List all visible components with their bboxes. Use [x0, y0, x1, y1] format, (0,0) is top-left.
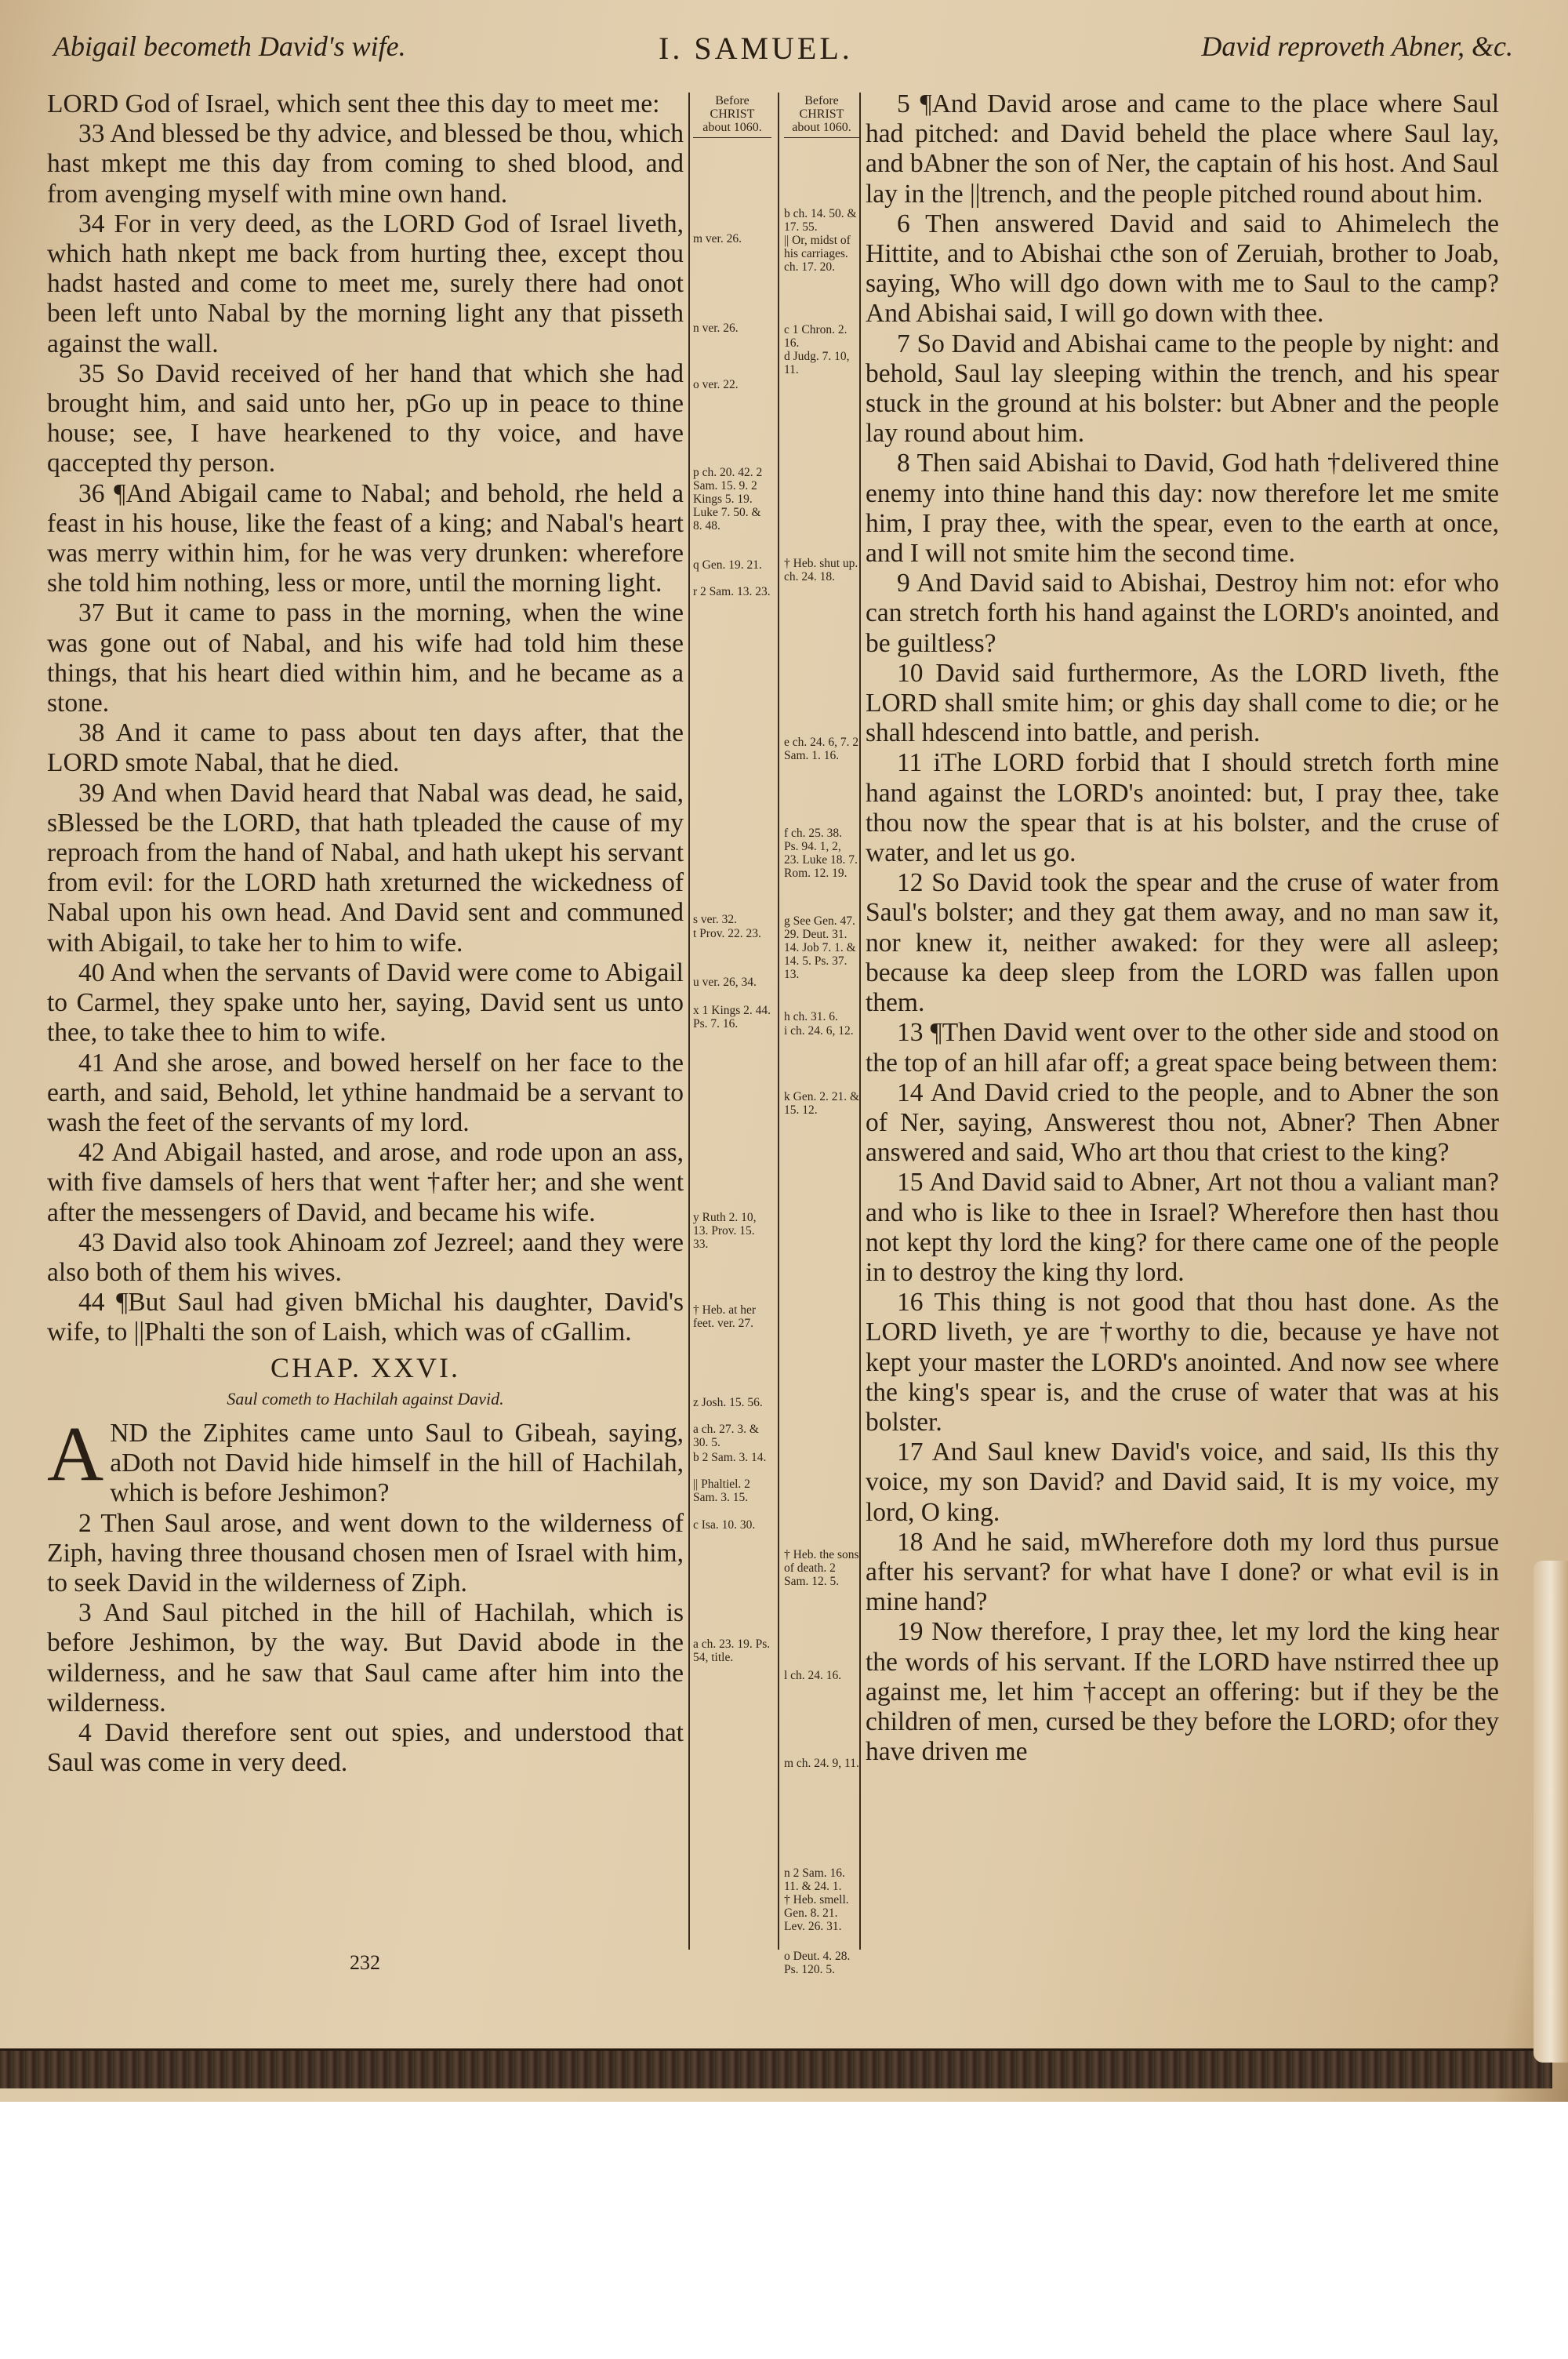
margin-reference: s ver. 32.	[693, 913, 737, 926]
verse: 16 This thing is not good that thou hast done. As the LORD liveth, ye are †worthy to die, because ye have not kept your master the LORD's anointed. And now see where the king's spear is, and the cruse of water that was at his bolster.	[866, 1288, 1499, 1437]
verse: 9 And David said to Abishai, Destroy him not: efor who can stretch forth his hand against the LORD's anointed, and be guiltless?	[866, 569, 1499, 658]
margin-reference: m ch. 24. 9, 11.	[784, 1757, 859, 1770]
verse: 41 And she arose, and bowed herself on her face to the earth, and said, Behold, let ythine handmaid be a servant to wash the feet of the servants of my lord.	[47, 1048, 684, 1137]
margin-reference: m ver. 26.	[693, 232, 742, 245]
margin-reference: † Heb. at her feet. ver. 27.	[693, 1303, 757, 1330]
verse: 44 ¶But Saul had given bMichal his daughter, David's wife, to ||Phalti the son of Laish, which was of cGallim.	[47, 1288, 684, 1347]
verse: 33 And blessed be thy advice, and blessed be thou, which hast mkept me this day from coming to shed blood, and from avenging myself with mine own hand.	[47, 119, 684, 209]
margin-reference: a ch. 23. 19. Ps. 54, title.	[693, 1637, 771, 1664]
verse: LORD God of Israel, which sent thee this day to meet me:	[47, 89, 660, 118]
margin-reference: u ver. 26, 34.	[693, 976, 757, 989]
header-book-title: I. SAMUEL.	[659, 31, 853, 66]
verse: 34 For in very deed, as the LORD God of Israel liveth, which hath nkept me back from hurting thee, except thou hadst hasted and come to meet me, surely there had onot been left unto Nabal by the morning light any that pisseth against the wall.	[47, 209, 684, 358]
verse: 2 Then Saul arose, and went down to the wilderness of Ziph, having three thousand chosen men of Israel with him, to seek David in the wilderness of Ziph.	[47, 1508, 684, 1598]
verse: 18 And he said, mWherefore doth my lord thus pursue after his servant? for what have I done? or what evil is in mine hand?	[866, 1527, 1499, 1617]
margin-reference: e ch. 24. 6, 7. 2 Sam. 1. 16.	[784, 736, 859, 762]
margin-reference: g See Gen. 47. 29. Deut. 31. 14. Job 7. 1. & 14. 5. Ps. 37. 13.	[784, 914, 856, 981]
verse: 37 But it came to pass in the morning, when the wine was gone out of Nabal, and his wife had told him these things, that his heart died within him, and he became as a stone.	[47, 598, 684, 718]
column-rule	[859, 93, 861, 1950]
verse: 3 And Saul pitched in the hill of Hachilah, which is before Jeshimon, by the way. But David abode in the wilderness, and he saw that Saul came after him into the wilderness.	[47, 1598, 684, 1717]
margin-reference: c Isa. 10. 30.	[693, 1518, 756, 1532]
margin-notes-right	[784, 144, 860, 1976]
margin-reference: o ver. 22.	[693, 378, 739, 391]
margin-reference: f ch. 25. 38. Ps. 94. 1, 2, 23. Luke 18. 7. Rom. 12. 19.	[784, 827, 858, 880]
verse: 38 And it came to pass about ten days after, that the LORD smote Nabal, that he died.	[47, 718, 684, 778]
margin-references-left	[693, 94, 771, 1948]
column-rule	[688, 93, 690, 1950]
margin-date-header: Before CHRIST about 1060.	[693, 94, 771, 138]
verse: 43 David also took Ahinoam zof Jezreel; aand they were also both of them his wives.	[47, 1227, 684, 1287]
verse: 35 So David received of her hand that which she had brought him, and said unto her, pGo up in peace to thine house; see, I have hearkened to thy voice, and have qaccepted thy person.	[47, 358, 684, 478]
margin-references-right	[784, 94, 860, 1976]
verse: 10 David said furthermore, As the LORD liveth, fthe LORD shall smite him; or ghis day shall come to die; or he shall hdescend into battle, and perish.	[866, 658, 1499, 748]
verse: 15 And David said to Abner, Art not thou a valiant man? and who is like to thee in Israel? Wherefore then hast thou not kept thy lord the king? for there came one of the people in to destroy the king thy lord.	[866, 1168, 1499, 1287]
right-text-column	[866, 89, 1499, 1767]
margin-reference: r 2 Sam. 13. 23.	[693, 585, 771, 598]
margin-reference: y Ruth 2. 10, 13. Prov. 15. 33.	[693, 1211, 757, 1251]
verse: 36 ¶And Abigail came to Nabal; and behold, rhe held a feast in his house, like the feast of a king; and Nabal's heart was merry within him, for he was very drunken: wherefore she told him nothing, less or more, until the morning light.	[47, 478, 684, 598]
book-page-edges	[0, 2048, 1552, 2088]
margin-reference: † Heb. the sons of death. 2 Sam. 12. 5.	[784, 1548, 859, 1588]
verse: 8 Then said Abishai to David, God hath †delivered thine enemy into thine hand this day: now therefore let me smite him, I pray thee, with the spear, even to the earth at once, and I will not smite him the second time.	[866, 449, 1499, 569]
verse: 13 ¶Then David went over to the other side and stood on the top of an hill afar off; a great space being between them:	[866, 1018, 1499, 1078]
margin-reference: t Prov. 22. 23.	[693, 927, 761, 940]
margin-reference: b ch. 14. 50. & 17. 55.	[784, 207, 857, 234]
chapter-opening-text: ND the Ziphites came unto Saul to Gibeah, saying, aDoth not David hide himself in the hill of Hachilah, which is before Jeshimon?	[110, 1418, 684, 1508]
chapter-opening-verse	[47, 1409, 684, 1509]
drop-cap: A	[47, 1409, 104, 1497]
header-left-title: Abigail becometh David's wife.	[53, 31, 406, 62]
margin-reference: i ch. 24. 6, 12.	[784, 1024, 854, 1038]
margin-notes-left	[693, 144, 771, 1948]
margin-reference: l ch. 24. 16.	[784, 1669, 842, 1682]
verse: 40 And when the servants of David were come to Abigail to Carmel, they spake unto her, saying, David sent us unto thee, to take thee to him to wife.	[47, 958, 684, 1048]
verse: 17 And Saul knew David's voice, and said, lIs this thy voice, my son David? and David said, It is my voice, my lord, O king.	[866, 1438, 1499, 1527]
margin-reference: † Heb. shut up. ch. 24. 18.	[784, 557, 858, 583]
margin-reference: c 1 Chron. 2. 16.	[784, 323, 848, 350]
margin-reference: k Gen. 2. 21. & 15. 12.	[784, 1090, 860, 1117]
verse: 11 iThe LORD forbid that I should stretch forth mine hand against the LORD's anointed: but, I pray thee, take thou now the spear that is at his bolster, and the cruse of water, and let us go.	[866, 748, 1499, 868]
verse: 19 Now therefore, I pray thee, let my lord the king hear the words of his servant. If the LORD have nstirred thee up against me, let him †accept an offering: but if they be the children of men, cursed be they before the LORD; ofor they have driven me	[866, 1617, 1499, 1767]
margin-reference: p ch. 20. 42. 2 Sam. 15. 9. 2 Kings 5. 19. Luke 7. 50. & 8. 48.	[693, 466, 763, 533]
page-curl	[1534, 1561, 1568, 2063]
column-rule	[778, 93, 779, 1950]
verse: 39 And when David heard that Nabal was dead, he said, sBlessed be the LORD, that hath tpleaded the cause of my reproach from the hand of Nabal, and hath ukept his servant from evil: for the LORD hath xreturned the wickedness of Nabal upon his own head. And David sent and communed with Abigail, to take her to him to wife.	[47, 778, 684, 958]
verse: 6 Then answered David and said to Ahimelech the Hittite, and to Abishai cthe son of Zeruiah, brother to Joab, saying, Who will dgo down with me to Saul to the camp? And Abishai said, I will go down with thee.	[866, 209, 1499, 329]
verse: 7 So David and Abishai came to the people by night: and behold, Saul lay sleeping within the trench, and his spear stuck in the ground at his bolster: but Abner and the people lay round about him.	[866, 329, 1499, 449]
margin-reference: n ver. 26.	[693, 322, 739, 335]
margin-reference: z Josh. 15. 56.	[693, 1396, 763, 1409]
margin-reference: o Deut. 4. 28. Ps. 120. 5.	[784, 1950, 851, 1976]
verse: 12 So David took the spear and the cruse of water from Saul's bolster; and they gat them away, and no man saw it, nor knew it, neither awaked: for they were all asleep; because ka deep sleep from the LORD was fallen upon them.	[866, 868, 1499, 1018]
chapter-summary: Saul cometh to Hachilah against David.	[227, 1388, 504, 1408]
margin-reference: † Heb. smell. Gen. 8. 21. Lev. 26. 31.	[784, 1893, 849, 1933]
margin-reference: q Gen. 19. 21.	[693, 558, 762, 572]
verse: 42 And Abigail hasted, and arose, and rode upon an ass, with five damsels of hers that went †after her; and she went after the messengers of David, and became his wife.	[47, 1138, 684, 1227]
verse: 5 ¶And David arose and came to the place where Saul had pitched: and David beheld the place where Saul lay, and bAbner the son of Ner, the captain of his host. And Saul lay in the ||trench, and the people pitched round about him.	[866, 89, 1499, 209]
verse: 14 And David cried to the people, and to Abner the son of Ner, saying, Answerest thou not, Abner? Then Abner answered and said, Who art thou that criest to the king?	[866, 1078, 1499, 1168]
margin-reference: || Or, midst of his carriages. ch. 17. 20.	[784, 234, 851, 274]
page-number: 232	[350, 1951, 380, 1974]
margin-reference: b 2 Sam. 3. 14.	[693, 1451, 767, 1464]
header-right-title: David reproveth Abner, &c.	[1201, 31, 1513, 62]
margin-reference: n 2 Sam. 16. 11. & 24. 1.	[784, 1866, 845, 1893]
margin-reference: x 1 Kings 2. 44. Ps. 7. 16.	[693, 1004, 771, 1030]
verse: 4 David therefore sent out spies, and understood that Saul was come in very deed.	[47, 1717, 684, 1778]
margin-reference: d Judg. 7. 10, 11.	[784, 350, 850, 376]
margin-reference: || Phaltiel. 2 Sam. 3. 15.	[693, 1478, 750, 1504]
margin-reference: a ch. 27. 3. & 30. 5.	[693, 1423, 759, 1449]
chapter-heading: CHAP. XXVI.	[270, 1351, 461, 1383]
margin-date-header: Before CHRIST about 1060.	[784, 94, 859, 138]
left-text-column	[47, 89, 684, 1778]
margin-reference: h ch. 31. 6.	[784, 1010, 838, 1023]
running-header	[47, 30, 1513, 77]
